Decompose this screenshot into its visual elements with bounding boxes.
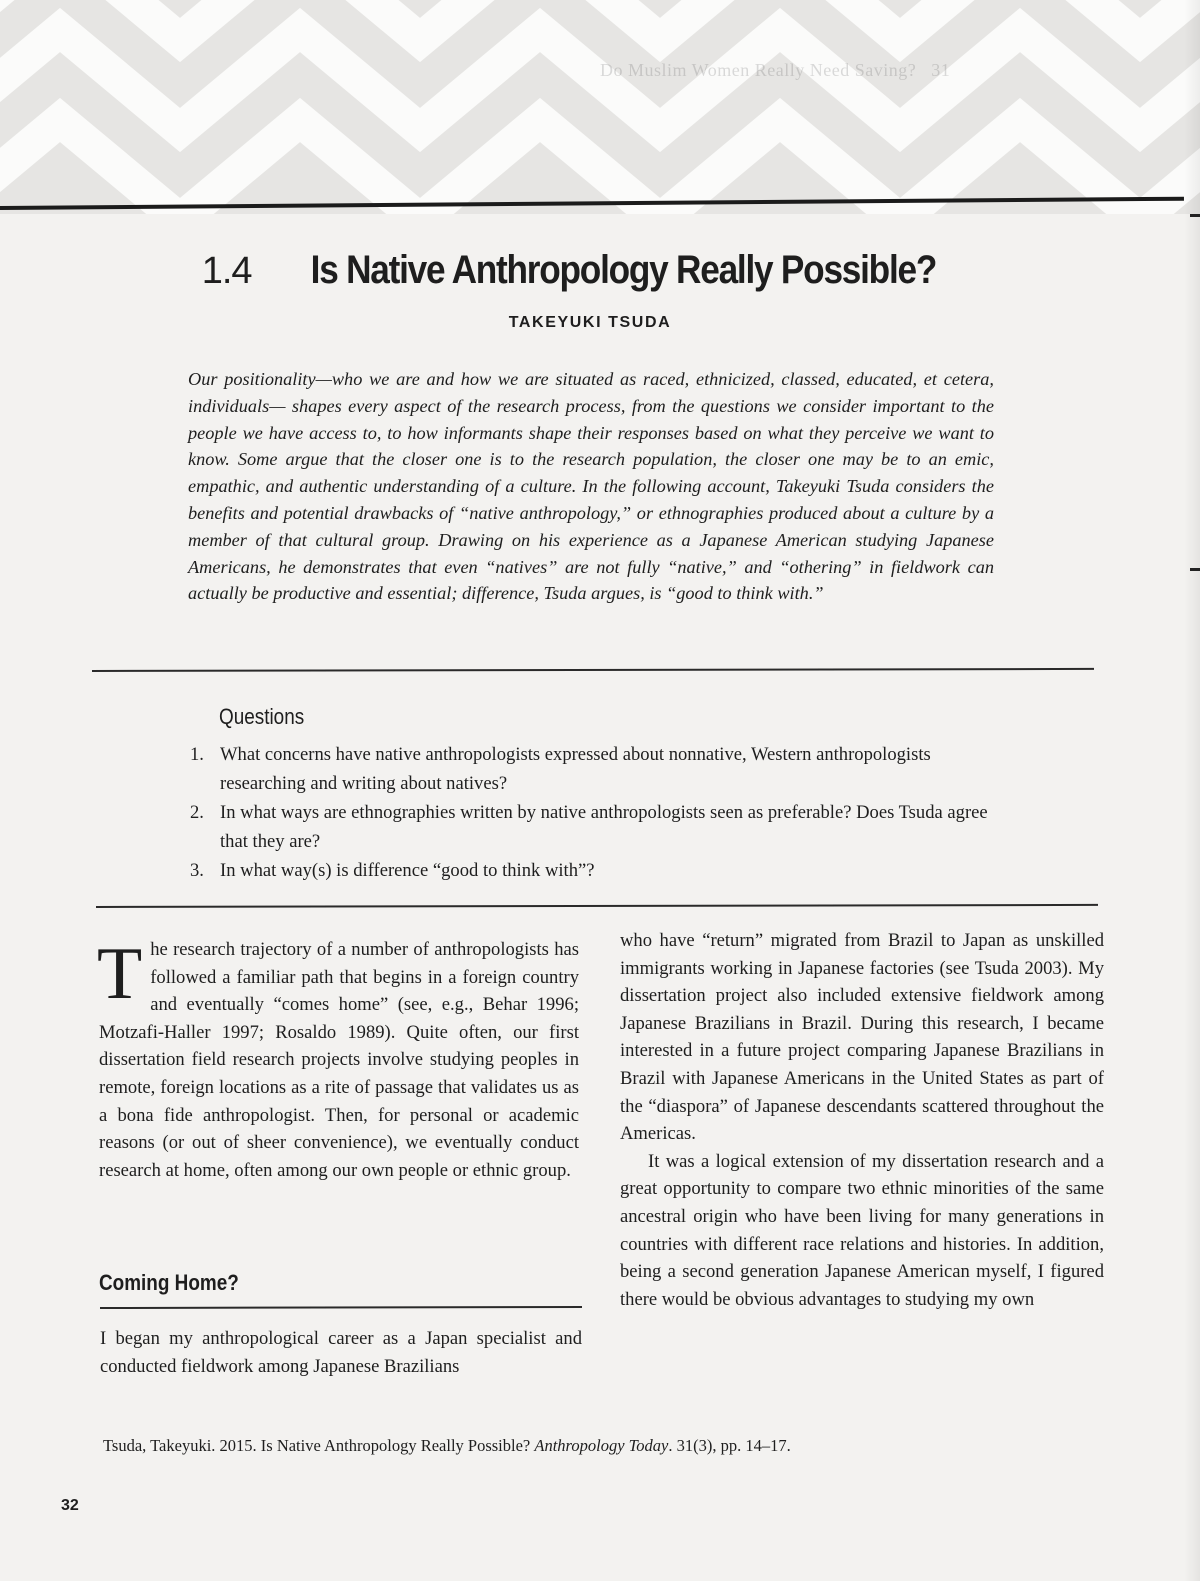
body-column-left <box>97 933 579 1184</box>
body-paragraph: It was a logical extension of my dissertation research and a great opportunity to compare two ethnic minorities of the same ancestral origin who have been living for many generations in countries with different race relations and histories. In addition, being a second generation Japanese American myself, I figured there would be obvious advantages to studying my own <box>620 1150 1104 1310</box>
list-item: 3. In what way(s) is difference “good to think with”? <box>190 860 595 881</box>
questions-heading: Questions <box>219 704 305 729</box>
page-number: 32 <box>61 1497 79 1514</box>
body-column-right <box>620 927 1104 1313</box>
chapter-title-text: Is Native Anthropology Really Possible? <box>310 248 936 292</box>
subheading-coming-home: Coming Home? <box>99 1270 239 1295</box>
drop-cap: T <box>97 933 143 1015</box>
bleed-running-head: Do Muslim Women Really Need Saving? 31 <box>600 60 951 80</box>
author-name: TAKEYUKI TSUDA <box>508 314 672 331</box>
edge-tick <box>1190 568 1200 571</box>
body-column-left-lower <box>100 1325 582 1380</box>
edge-tick <box>1190 214 1200 217</box>
list-item: 1. What concerns have native anthropologists expressed about nonnative, Western anthropologists researching and writing about natives? <box>190 744 931 794</box>
body-paragraph: The research trajectory of a number of anthropologists has followed a familiar path that begins in a foreign country and eventually “comes home” (see, e.g., Behar 1996; Motzafi-Haller 1997; Rosaldo 1989). Quite often, our first dissertation field research projects involve studying peoples in remote, foreign locations as a rite of passage that validates us as a bona fide anthropologist. Then, for personal or academic reasons (or out of sheer convenience), we eventually conduct research at home, often among our own people or ethnic group. <box>97 933 579 1181</box>
chevron-pattern <box>0 0 1200 214</box>
body-paragraph: I began my anthropological career as a Japan specialist and conducted fieldwork among Japanese Brazilians <box>100 1328 582 1377</box>
section-divider <box>96 904 1098 908</box>
chapter-title <box>0 248 1180 293</box>
header-chevron-band <box>0 0 1200 214</box>
questions-list <box>190 740 990 885</box>
source-citation: Tsuda, Takeyuki. 2015. Is Native Anthropology Really Possible? Anthropology Today. 31(3), pp. 14–17. <box>103 1436 791 1455</box>
intro-paragraph: Our positionality—who we are and how we are situated as raced, ethnicized, classed, educated, et cetera, individuals— shapes every aspect of the research process, from the questions we consider important to the people we have access to, to how informants shape their responses based on what they perceive we want to know. Some argue that the closer one is to the research population, the closer one may be to an emic, empathic, and authentic understanding of a culture. In the following account, Takeyuki Tsuda considers the benefits and potential drawbacks of “native anthropology,” or ethnographies produced about a culture by a member of that cultural group. Drawing on his experience as a Japanese American studying Japanese Americans, he demonstrates that even “natives” are not fully “native,” and “othering” in fieldwork can actually be productive and essential; difference, Tsuda argues, is “good to think with.” <box>188 369 994 604</box>
section-divider <box>92 668 1094 672</box>
subheading-rule <box>100 1306 582 1309</box>
chapter-number: 1.4 <box>201 250 252 292</box>
list-item: 2. In what ways are ethnographies written by native anthropologists seen as preferable? Does Tsuda agree that they are? <box>190 802 988 852</box>
body-paragraph: who have “return” migrated from Brazil to Japan as unskilled immigrants working in Japanese factories (see Tsuda 2003). My dissertation project also included extensive fieldwork among Japanese Brazilians in Brazil. During this research, I became interested in a future project comparing Japanese Brazilians in Brazil with Japanese Americans in the United States as part of the “diaspora” of Japanese descendants scattered throughout the Americas. <box>620 930 1104 1145</box>
page-edge-shadow <box>1184 0 1200 1581</box>
